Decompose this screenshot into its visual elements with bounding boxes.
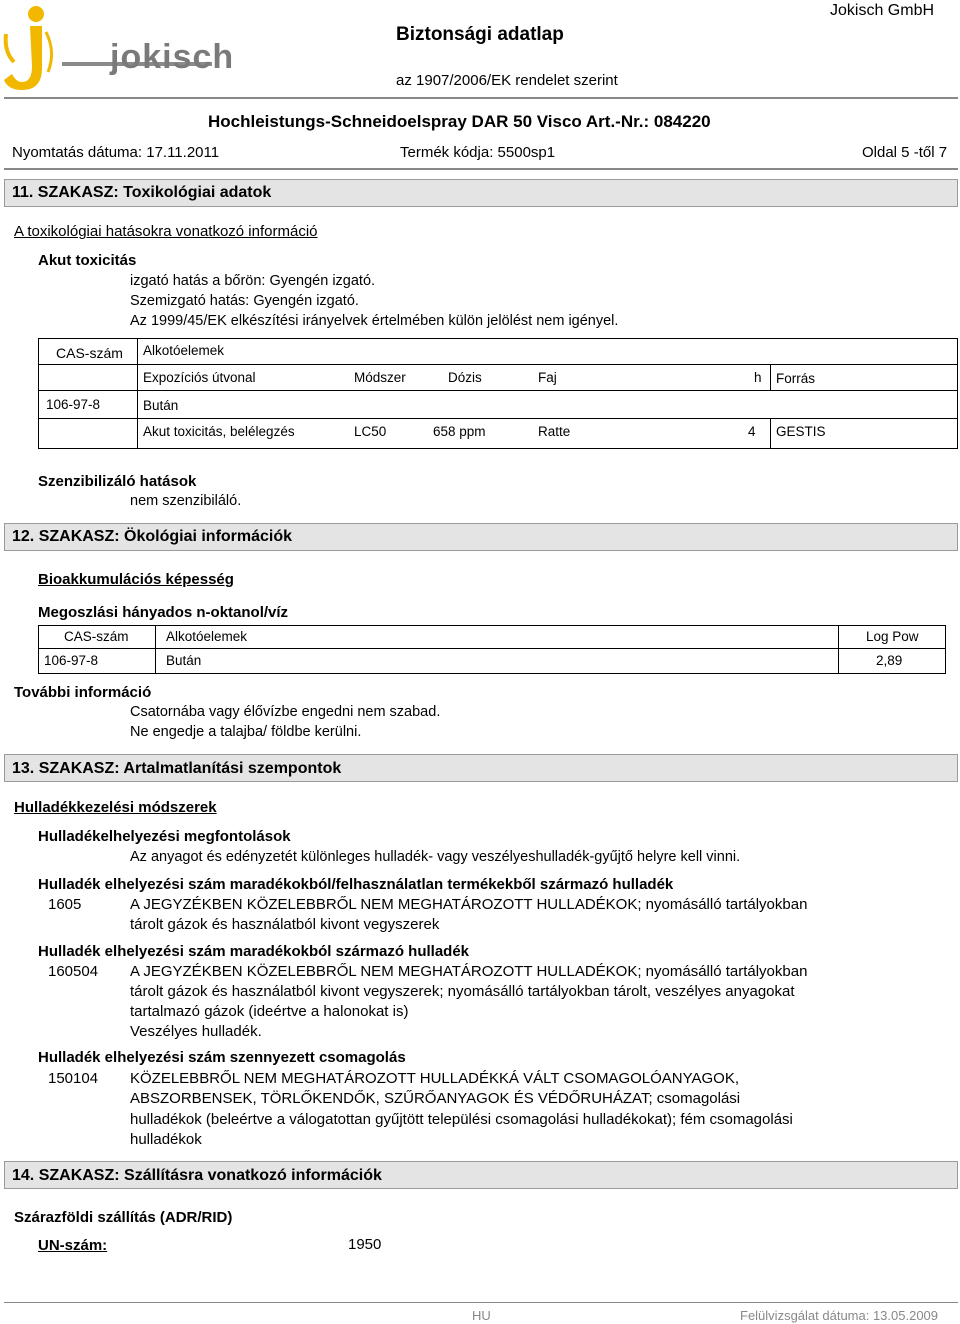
section-13-title: 13. SZAKASZ: Artalmatlanítási szempontok bbox=[12, 760, 342, 777]
footer-divider bbox=[4, 1302, 958, 1303]
header-divider-2 bbox=[4, 168, 958, 170]
tox-line-3: Az 1999/45/EK elkészítési irányelvek értelmében külön jelölést nem igényel. bbox=[130, 313, 619, 329]
waste-2-line-1: A JEGYZÉKBEN KÖZELEBBRŐL NEM MEGHATÁROZOTT HULLADÉKOK; nyomásálló tartályokban bbox=[130, 963, 808, 980]
td-method: LC50 bbox=[354, 424, 387, 439]
un-number-label: UN-szám: bbox=[38, 1237, 108, 1254]
bioaccumulation-heading: Bioakkumulációs képesség bbox=[38, 571, 234, 588]
td-route: Akut toxicitás, belélegzés bbox=[143, 424, 295, 439]
th-logpow: Log Pow bbox=[866, 629, 919, 644]
disposal-label: Hulladékelhelyezési megfontolások bbox=[38, 828, 291, 845]
waste-methods-heading: Hulladékkezelési módszerek bbox=[14, 799, 217, 816]
tox-line-1: izgató hatás a bőrön: Gyengén izgató. bbox=[130, 273, 376, 289]
waste-code-2-label: Hulladék elhelyezési szám maradékokból származó hulladék bbox=[38, 943, 470, 960]
waste-code-1: 1605 bbox=[48, 896, 82, 913]
td-component-2: Bután bbox=[166, 653, 202, 668]
th-source: Forrás bbox=[776, 371, 816, 386]
td-species: Ratte bbox=[538, 424, 571, 439]
document-title: Biztonsági adatlap bbox=[396, 24, 564, 45]
waste-code-2: 160504 bbox=[48, 963, 99, 980]
th-component: Alkotóelemek bbox=[143, 343, 225, 358]
further-info-label: További információ bbox=[14, 684, 152, 701]
tox-line-2: Szemizgató hatás: Gyengén izgató. bbox=[130, 293, 359, 309]
acute-toxicity-label: Akut toxicitás bbox=[38, 252, 137, 269]
waste-code-3-label: Hulladék elhelyezési szám szennyezett csomagolás bbox=[38, 1049, 406, 1066]
company-logo bbox=[2, 2, 235, 94]
sensitization-label: Szenzibilizáló hatások bbox=[38, 473, 197, 490]
th-hours: h bbox=[754, 370, 762, 385]
waste-code-3: 150104 bbox=[48, 1070, 99, 1087]
td-hours: 4 bbox=[748, 424, 756, 439]
waste-3-line-2: ABSZORBENSEK, TÖRLŐKENDŐK, SZŰRŐANYAGOK ÉS VÉDŐRUHÁZAT; csomagolási bbox=[130, 1090, 741, 1107]
th-dose: Dózis bbox=[448, 370, 482, 385]
regulation: az 1907/2006/EK rendelet szerint bbox=[396, 72, 618, 89]
waste-2-line-4: Veszélyes hulladék. bbox=[130, 1023, 262, 1040]
waste-3-line-1: KÖZELEBBRŐL NEM MEGHATÁROZOTT HULLADÉKKÁ VÁLT CSOMAGOLÓANYAGOK, bbox=[130, 1070, 740, 1087]
un-number-value: 1950 bbox=[348, 1236, 382, 1253]
td-logpow: 2,89 bbox=[876, 653, 903, 668]
th-species: Faj bbox=[538, 370, 557, 385]
section-12-title: 12. SZAKASZ: Ökológiai információk bbox=[12, 528, 293, 545]
sensitization-text: nem szenzibiláló. bbox=[130, 493, 242, 509]
footer-language: HU bbox=[472, 1308, 491, 1323]
waste-3-line-4: hulladékok bbox=[130, 1131, 202, 1148]
waste-code-1-label: Hulladék elhelyezési szám maradékokból/felhasználatlan termékekből származó hulladék bbox=[38, 876, 674, 893]
footer-revision: Felülvizsgálat dátuma: 13.05.2009 bbox=[740, 1308, 939, 1323]
disposal-text: Az anyagot és edényzetét különleges hulladék- vagy veszélyeshulladék-gyűjtő helyre kell vinni. bbox=[130, 849, 741, 865]
td-cas-2: 106-97-8 bbox=[44, 653, 99, 668]
th-component-2: Alkotóelemek bbox=[166, 629, 248, 644]
partition-label: Megoszlási hányados n-oktanol/víz bbox=[38, 604, 289, 621]
land-transport-label: Szárazföldi szállítás (ADR/RID) bbox=[14, 1209, 233, 1226]
logo-text: jokisch bbox=[110, 38, 235, 76]
page-number: Oldal 5 -től 7 bbox=[862, 144, 948, 161]
further-line-1: Csatornába vagy élővízbe engedni nem szabad. bbox=[130, 704, 441, 720]
waste-2-line-2: tárolt gázok és használatból kivont vegyszerek; nyomásálló tartályokban tárolt, veszélyes anyagokat bbox=[130, 983, 795, 1000]
td-component: Bután bbox=[143, 398, 179, 413]
product-name: Hochleistungs-Schneidoelspray DAR 50 Visco Art.-Nr.: 084220 bbox=[208, 112, 711, 131]
print-date: Nyomtatás dátuma: 17.11.2011 bbox=[12, 144, 220, 161]
further-line-2: Ne engedje a talajba/ földbe kerülni. bbox=[130, 724, 362, 740]
waste-3-line-3: hulladékok (beleértve a válogatottan gyűjtött települési csomagolási hulladékokat); fém csomagolási bbox=[130, 1111, 793, 1128]
product-code: Termék kódja: 5500sp1 bbox=[400, 144, 556, 161]
header-divider bbox=[4, 97, 958, 99]
th-method: Módszer bbox=[354, 370, 406, 385]
waste-1-line-2: tárolt gázok és használatból kivont vegyszerek bbox=[130, 916, 440, 933]
th-cas: CAS-szám bbox=[56, 345, 123, 361]
section-14-title: 14. SZAKASZ: Szállításra vonatkozó információk bbox=[12, 1167, 382, 1184]
waste-1-line-1: A JEGYZÉKBEN KÖZELEBBRŐL NEM MEGHATÁROZOTT HULLADÉKOK; nyomásálló tartályokban bbox=[130, 896, 808, 913]
tox-info-heading: A toxikológiai hatásokra vonatkozó információ bbox=[14, 223, 318, 240]
th-route: Expozíciós útvonal bbox=[143, 370, 256, 385]
td-cas: 106-97-8 bbox=[46, 397, 101, 412]
td-source: GESTIS bbox=[776, 424, 826, 439]
td-dose: 658 ppm bbox=[433, 424, 486, 439]
company-name: Jokisch GmbH bbox=[830, 2, 935, 19]
waste-2-line-3: tartalmazó gázok (ideértve a halonokat is) bbox=[130, 1003, 409, 1020]
th-cas-2: CAS-szám bbox=[64, 629, 129, 644]
section-11-title: 11. SZAKASZ: Toxikológiai adatok bbox=[12, 184, 272, 201]
